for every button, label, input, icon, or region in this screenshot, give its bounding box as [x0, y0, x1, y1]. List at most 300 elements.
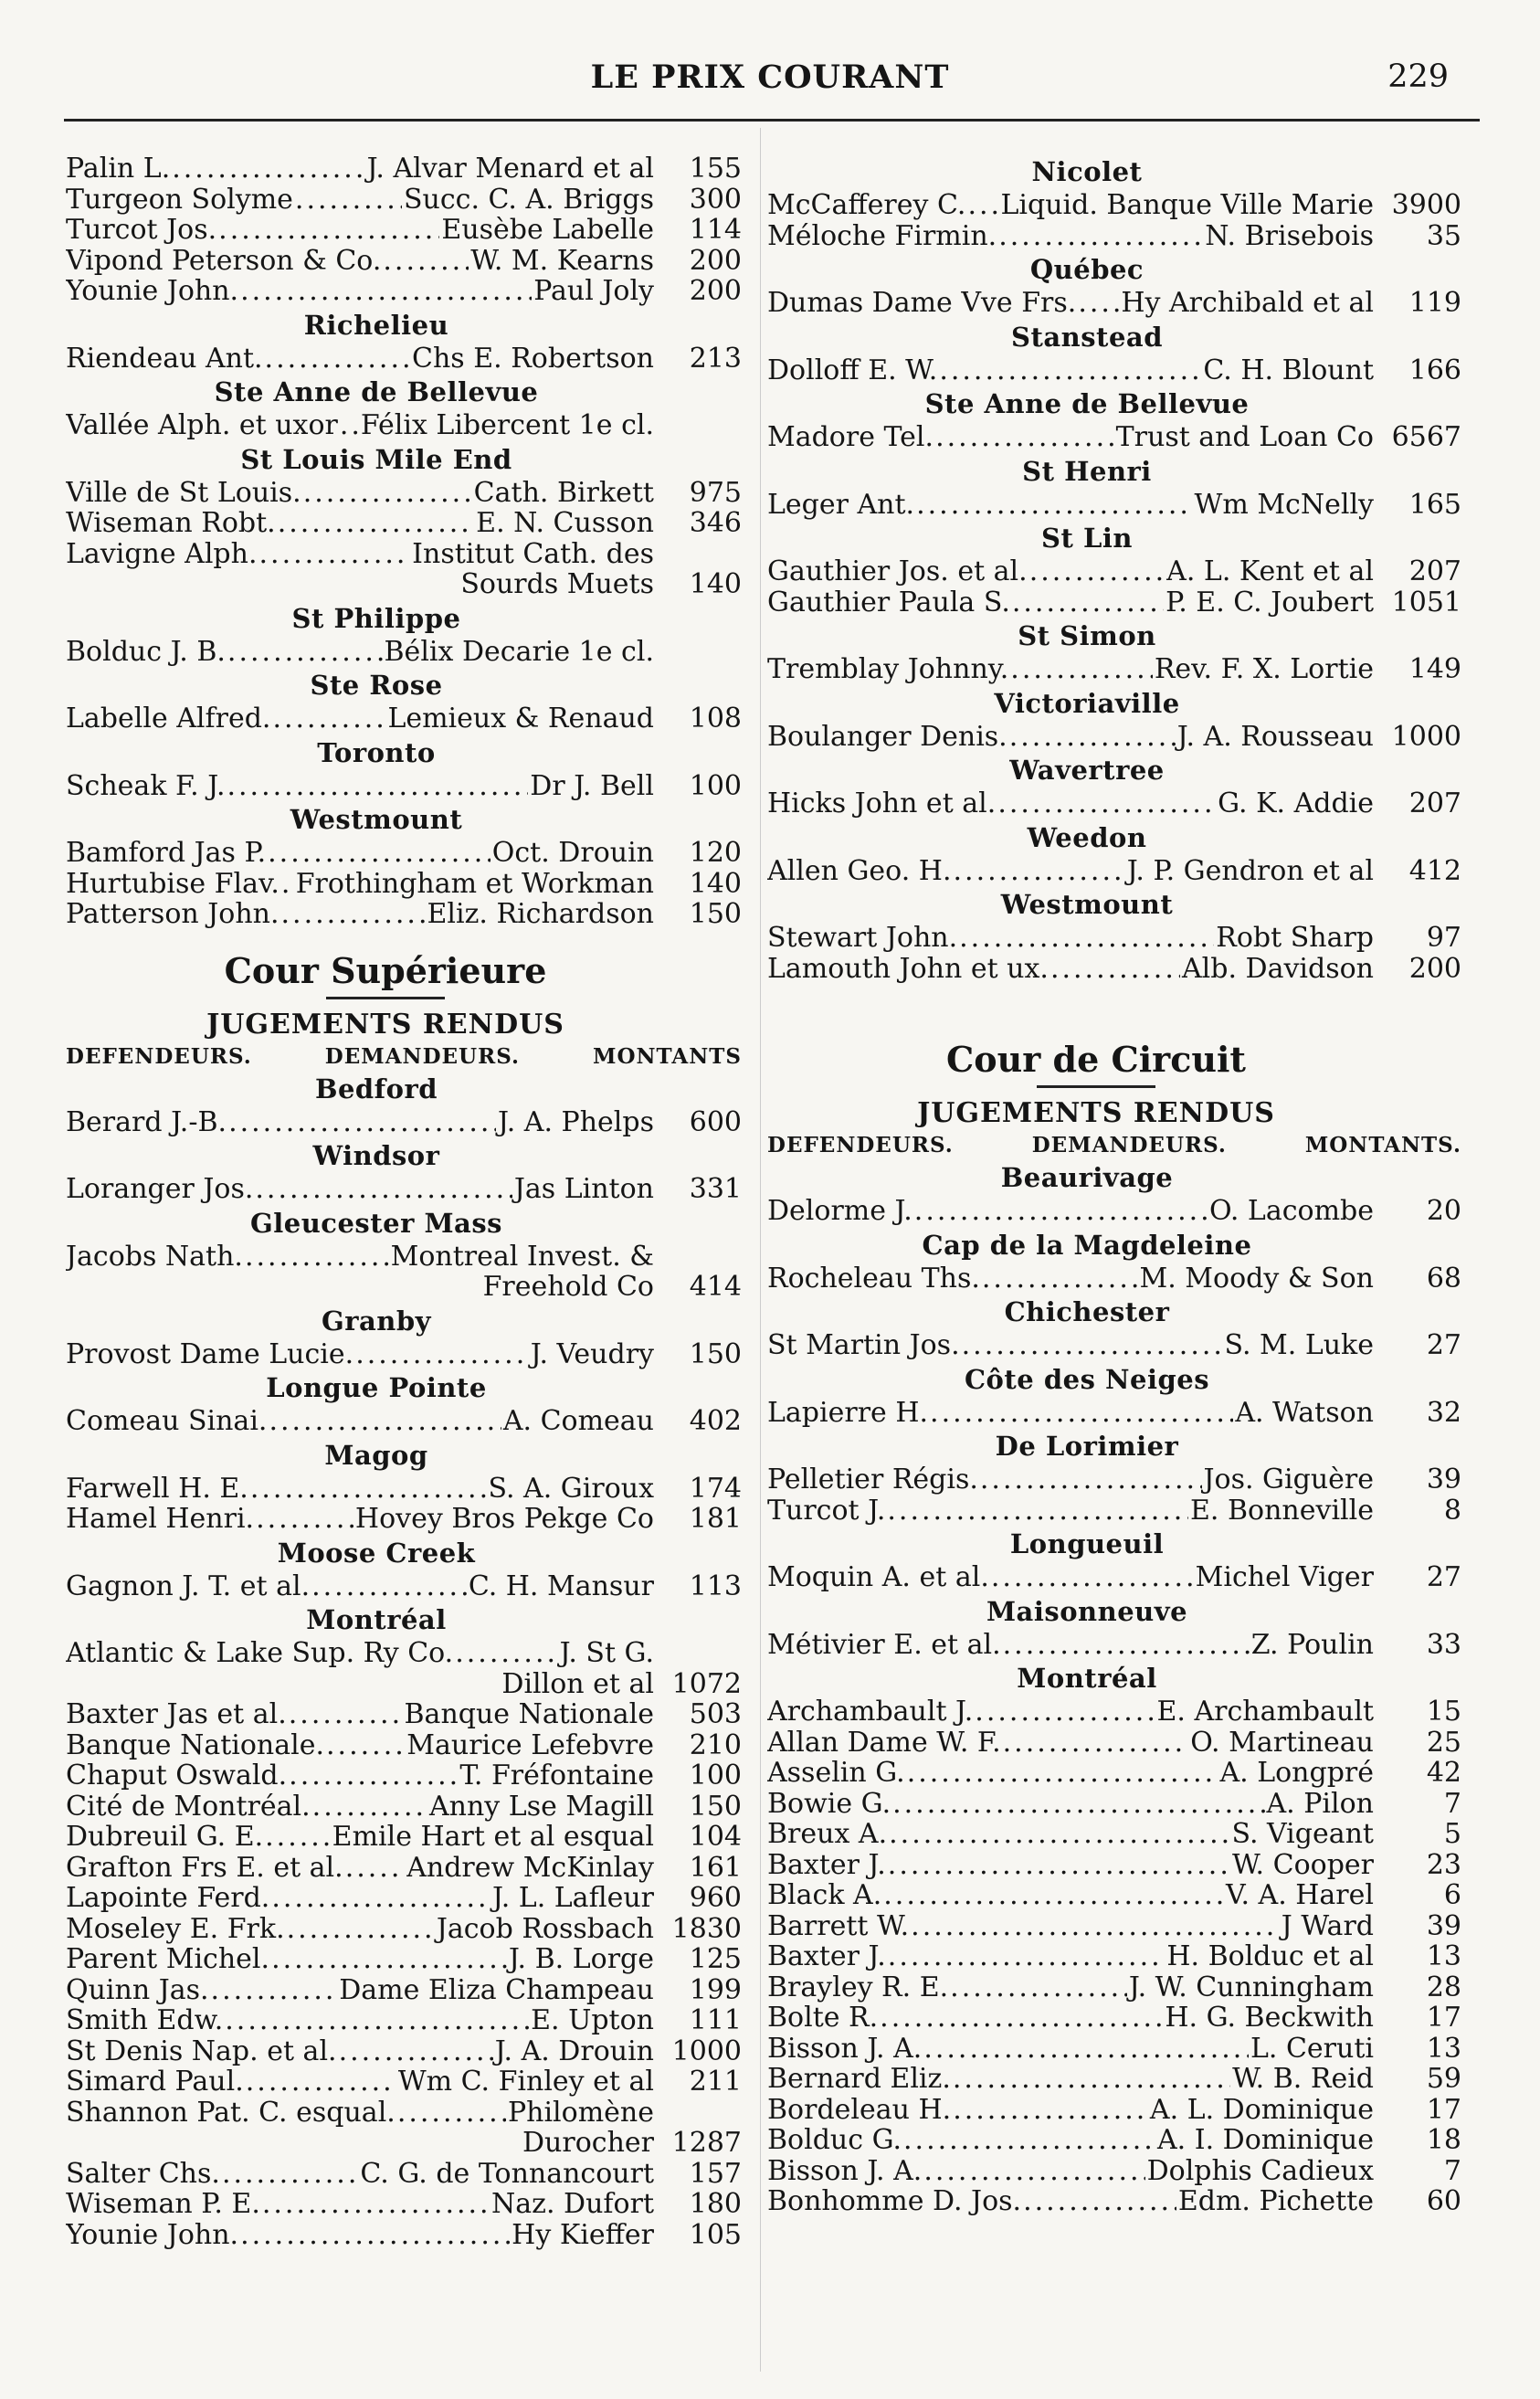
entry-body: [767, 856, 1374, 887]
dot-leader: [954, 856, 1125, 887]
dot-leader: [278, 508, 474, 539]
amount: 211: [689, 2066, 742, 2098]
cour-superieure-title: Cour Supérieure: [224, 949, 547, 991]
judgment-entry: [767, 1263, 1461, 1295]
judgment-entry: [767, 1941, 1461, 1972]
plaintiff: S. M. Luke: [1224, 1330, 1374, 1361]
defendant: Scheak F. J.: [66, 770, 226, 801]
entry-body: [66, 2159, 654, 2190]
plaintiff-continued: Dillon et al: [501, 1667, 654, 1700]
amount: 1830: [671, 1912, 742, 1945]
defendant: Grafton Frs E. et al.: [66, 1852, 343, 1883]
amount: 207: [1408, 555, 1461, 587]
defendant: Parent Michel.: [66, 1944, 270, 1975]
entry-body: [767, 722, 1374, 753]
amount: 39: [1426, 1464, 1461, 1495]
dot-leader: [1023, 2186, 1176, 2217]
place-heading: Beaurivage: [1000, 1162, 1174, 1193]
plaintiff: Lemieux & Renaud: [387, 703, 654, 734]
header-rule: [64, 119, 1480, 122]
judgment-entry: [767, 1819, 1461, 1850]
amount: 39: [1426, 1909, 1461, 1942]
entry-body: [66, 899, 654, 930]
dot-leader: [228, 1107, 496, 1138]
defendant: Cité de Montréal.: [66, 1791, 311, 1822]
judgment-entry: [66, 1760, 742, 1791]
dot-leader: [397, 2098, 506, 2129]
defendant: Bisson J. A.: [767, 2155, 923, 2186]
dot-leader: [225, 2005, 529, 2036]
place-heading: St Henri: [1022, 455, 1152, 487]
judgment-entry: [767, 556, 1461, 587]
place-heading: Longue Pointe: [266, 1372, 487, 1403]
amount: 18: [1426, 2124, 1461, 2156]
entry-body: [66, 1474, 654, 1505]
defendant: Breux A.: [767, 1819, 888, 1850]
defendant: Bordeleau H.: [767, 2094, 952, 2125]
amount: 17: [1426, 2093, 1461, 2126]
defendant: Brayley R. E.: [767, 1971, 949, 2003]
dot-leader: [887, 1495, 1188, 1527]
defendant: Dubreuil G. E.: [66, 1822, 264, 1853]
amount: 199: [689, 1973, 742, 2006]
judgment-entry: [66, 771, 742, 802]
amount: 157: [689, 2157, 742, 2190]
plaintiff: C. H. Mansur: [468, 1570, 654, 1601]
dot-leader: [1012, 587, 1164, 618]
plaintiff: N. Brisebois: [1205, 220, 1374, 251]
entry-continuation: [66, 1669, 742, 1700]
left-top-list: [66, 153, 742, 930]
col-montants: MONTANTS.: [1304, 1133, 1461, 1157]
defendant: Baxter J.: [767, 1941, 886, 1972]
amount: 346: [689, 507, 742, 539]
entry-body: [66, 276, 654, 307]
amount: 166: [1408, 354, 1461, 386]
amount: 23: [1426, 1848, 1461, 1881]
entry-body: [767, 355, 1374, 386]
amount: 200: [689, 244, 742, 277]
entry-body: [66, 1975, 654, 2006]
place-heading: Maisonneuve: [986, 1595, 1188, 1627]
defendant: Comeau Sinai.: [66, 1406, 268, 1437]
plaintiff: O. Lacombe: [1209, 1196, 1374, 1227]
entry-body: [66, 410, 654, 441]
cour-de-circuit-subtitle: JUGEMENTS RENDUS: [917, 1097, 1275, 1129]
col-montants: MONTANTS: [593, 1043, 742, 1069]
judgment-entry: [767, 923, 1461, 954]
entry-body: [767, 1941, 1374, 1972]
defendant: Smith Edw.: [66, 2005, 224, 2036]
judgment-entry: [66, 869, 742, 900]
dot-leader: [923, 2034, 1249, 2065]
entry-body: [767, 422, 1374, 453]
defendant: Delorme J.: [767, 1196, 912, 1227]
entry-body: [767, 654, 1374, 685]
entry-body: [767, 1495, 1374, 1527]
amount: 140: [689, 867, 742, 900]
dot-leader: [287, 1914, 435, 1945]
entry-body: [66, 1853, 654, 1884]
defendant: Allan Dame W. F.: [767, 1727, 1001, 1758]
amount: 174: [689, 1472, 742, 1505]
place-heading: Gleucester Mass: [249, 1207, 503, 1239]
place-heading: Granby: [321, 1305, 432, 1337]
dot-leader: [265, 343, 410, 375]
plaintiff: A. L. Dominique: [1149, 2094, 1374, 2125]
plaintiff: Anny Lse Magill: [429, 1791, 654, 1822]
section-rule: [326, 997, 445, 999]
dot-leader: [1078, 288, 1119, 319]
dot-leader: [980, 1464, 1202, 1495]
place-heading: Côte des Neiges: [964, 1363, 1210, 1395]
plaintiff-continued: Durocher: [522, 2127, 654, 2159]
dot-leader: [975, 1696, 1155, 1728]
defendant: Younie John.: [66, 276, 239, 307]
judgment-entry: [66, 1638, 742, 1669]
left-section-list: [66, 1071, 742, 2251]
judgment-entry: [767, 288, 1461, 319]
plaintiff: J. A. Rousseau: [1176, 721, 1374, 752]
amount: 213: [689, 342, 742, 375]
defendant: Bamford Jas P.: [66, 838, 267, 869]
judgment-entry: [66, 539, 742, 570]
dot-leader: [880, 2003, 1163, 2034]
amount: 114: [689, 214, 742, 246]
cour-superieure-column-heads: [66, 1044, 742, 1069]
defendant: Labelle Alfred.: [66, 703, 271, 734]
defendant: Madore Tel.: [767, 422, 934, 453]
entry-body: [767, 1562, 1374, 1593]
place-heading: Ste Rose: [310, 670, 443, 701]
defendant: Chaput Oswald.: [66, 1760, 288, 1791]
entry-body: [767, 1850, 1374, 1881]
judgment-entry: [66, 1406, 742, 1437]
judgment-entry: [767, 2186, 1461, 2217]
defendant: Moquin A. et al.: [767, 1562, 989, 1593]
amount: 111: [689, 2004, 742, 2036]
plaintiff: Eusèbe Labelle: [441, 215, 654, 246]
dot-leader: [455, 1638, 557, 1669]
plaintiff: Emile Hart et al esqual: [332, 1822, 654, 1853]
defendant: Baxter Jas et al.: [66, 1699, 287, 1730]
dot-leader: [923, 2156, 1144, 2187]
judgment-entry: [66, 1174, 742, 1205]
entry-body: [767, 2186, 1374, 2217]
entry-body: [66, 539, 654, 570]
amount: 27: [1426, 1561, 1461, 1593]
dot-leader: [311, 1571, 467, 1602]
defendant: Dumas Dame Vve Frs.: [767, 288, 1077, 319]
judgment-entry: [66, 2189, 742, 2220]
cour-de-circuit-column-heads: [767, 1133, 1461, 1157]
plaintiff: A. L. Kent et al: [1166, 556, 1374, 587]
plaintiff: Paul Joly: [533, 276, 654, 307]
entry-body: [66, 1107, 654, 1138]
place-heading: Chichester: [1004, 1296, 1170, 1327]
plaintiff: W. M. Kearns: [470, 245, 654, 276]
amount: 97: [1426, 922, 1461, 954]
amount: 27: [1426, 1329, 1461, 1361]
defendant: Archambault J.: [767, 1696, 974, 1728]
place-heading: Ste Anne de Bellevue: [924, 388, 1250, 419]
dot-leader: [222, 2159, 358, 2190]
plaintiff: M. Moody & Son: [1139, 1263, 1374, 1294]
place-heading: Victoriaville: [994, 687, 1180, 719]
dot-leader: [211, 1975, 338, 2006]
plaintiff: T. Fréfontaine: [459, 1760, 654, 1791]
entry-body: [767, 788, 1374, 819]
defendant: Hurtubise Flav.: [66, 868, 280, 899]
dot-leader: [281, 899, 426, 930]
judgment-entry: [66, 1883, 742, 1914]
defendant: Quinn Jas.: [66, 1974, 209, 2005]
dot-leader: [982, 1263, 1138, 1295]
defendant: Turgeon Solyme: [66, 184, 293, 215]
dot-leader: [939, 355, 1201, 386]
dot-leader: [269, 1406, 501, 1437]
entry-body: [66, 1242, 654, 1273]
entry-continuation: [66, 569, 742, 600]
amount: 35: [1426, 219, 1461, 252]
judgment-entry: [66, 1571, 742, 1602]
place-heading: Windsor: [312, 1140, 440, 1171]
amount: 402: [689, 1405, 742, 1437]
entry-body: [66, 1760, 654, 1791]
entry-body: [66, 637, 654, 668]
plaintiff: Rev. F. X. Lortie: [1154, 654, 1374, 685]
entry-body: [767, 2064, 1374, 2095]
judgment-entry: [66, 1107, 742, 1138]
entry-body: [767, 1263, 1374, 1295]
plaintiff: Oct. Drouin: [491, 838, 654, 869]
dot-leader: [245, 1242, 389, 1273]
plaintiff: J. Alvar Menard et al: [366, 153, 654, 185]
entry-body: [66, 185, 654, 216]
judgment-entry: [767, 355, 1461, 386]
judgment-entry: [66, 2036, 742, 2067]
place-heading: Longueuil: [1009, 1528, 1165, 1559]
entry-body: [767, 2125, 1374, 2156]
amount: 15: [1426, 1696, 1461, 1728]
entry-body: [66, 1944, 654, 1975]
dot-leader: [326, 1730, 405, 1761]
plaintiff: Robt Sharp: [1216, 923, 1374, 954]
dot-leader: [312, 1791, 427, 1823]
plaintiff: Hy Archibald et al: [1121, 288, 1374, 319]
defendant: Atlantic & Lake Sup. Ry Co.: [66, 1638, 454, 1669]
amount: 13: [1426, 1940, 1461, 1972]
amount: 5: [1443, 1818, 1461, 1850]
judgment-entry: [66, 1699, 742, 1730]
place-heading: Ste Anne de Bellevue: [214, 376, 539, 407]
judgment-entry: [767, 1330, 1461, 1361]
defendant: Loranger Jos.: [66, 1174, 254, 1205]
judgment-entry: [767, 856, 1461, 887]
entry-body: [66, 478, 654, 509]
dot-leader: [930, 1398, 1233, 1429]
entry-body: [66, 343, 654, 375]
dot-leader: [967, 190, 998, 221]
entry-body: [66, 1730, 654, 1761]
entry-body: [66, 508, 654, 539]
defendant: Bolduc G.: [767, 2125, 902, 2156]
judgment-entry: [767, 1495, 1461, 1527]
judgment-entry: [66, 2159, 742, 2190]
dot-leader: [250, 1474, 487, 1505]
defendant: Rocheleau Ths.: [767, 1263, 980, 1294]
right-section-list: [767, 1159, 1461, 2217]
section-rule: [1037, 1085, 1155, 1088]
entry-body: [66, 1571, 654, 1602]
dot-leader: [272, 703, 385, 734]
place-heading: Stanstead: [1011, 321, 1163, 353]
defendant: Gagnon J. T. et al.: [66, 1570, 311, 1601]
entry-body: [66, 1791, 654, 1823]
plaintiff: Philomène: [507, 2097, 654, 2128]
judgment-entry: [66, 343, 742, 375]
place-heading: Montréal: [306, 1604, 447, 1635]
entry-body: [66, 1638, 654, 1669]
entry-body: [767, 1728, 1374, 1759]
dot-leader: [959, 923, 1214, 954]
dot-leader: [997, 788, 1216, 819]
plaintiff: Succ. C. A. Briggs: [403, 184, 654, 215]
dot-leader: [911, 1911, 1280, 1942]
entry-body: [767, 1758, 1374, 1789]
judgment-entry: [767, 954, 1461, 985]
place-heading: Magog: [324, 1439, 428, 1471]
defendant: Ville de St Louis.: [66, 477, 301, 508]
judgment-entry: [66, 276, 742, 307]
amount: 32: [1426, 1396, 1461, 1429]
entry-body: [767, 923, 1374, 954]
judgment-entry: [66, 1791, 742, 1823]
defendant: Moseley E. Frk.: [66, 1913, 285, 1944]
plaintiff: P. E. C. Joubert: [1166, 587, 1374, 618]
entry-body: [66, 1883, 654, 1914]
judgment-entry: [66, 185, 742, 216]
amount: 125: [689, 1943, 742, 1975]
place-heading: Westmount: [1000, 889, 1174, 920]
dot-leader: [227, 637, 383, 668]
plaintiff: Jos. Giguère: [1203, 1464, 1374, 1495]
defendant: Barrett W.: [767, 1910, 910, 1941]
judgment-entry: [767, 2095, 1461, 2126]
plaintiff: Montreal Invest. &: [390, 1241, 654, 1272]
defendant: Berard J.-B.: [66, 1106, 227, 1137]
judgment-entry: [66, 1730, 742, 1761]
judgment-entry: [66, 1822, 742, 1853]
plaintiff: Jas Linton: [513, 1174, 654, 1205]
place-heading: Nicolet: [1031, 156, 1143, 187]
plaintiff: J. St G.: [559, 1638, 654, 1669]
plaintiff: Naz. Dufort: [491, 2189, 654, 2220]
dot-leader: [953, 2064, 1230, 2095]
plaintiff: Alb. Davidson: [1182, 953, 1374, 984]
dot-leader: [1050, 954, 1180, 985]
amount: 1287: [671, 2127, 742, 2159]
plaintiff: J. L. Lafleur: [492, 1883, 654, 1914]
place-heading: Bedford: [314, 1073, 438, 1104]
plaintiff: Eliz. Richardson: [427, 899, 654, 930]
defendant: St Martin Jos.: [767, 1330, 960, 1361]
judgment-entry: [767, 722, 1461, 753]
amount: 1051: [1391, 586, 1461, 618]
plaintiff: J. A. Phelps: [498, 1106, 654, 1137]
defendant: Jacobs Nath.: [66, 1241, 243, 1272]
amount: 165: [1408, 488, 1461, 521]
plaintiff: Hy Kieffer: [512, 2219, 654, 2250]
dot-leader: [259, 539, 411, 570]
plaintiff: A. Longpré: [1219, 1758, 1374, 1789]
dot-leader: [271, 1944, 507, 1975]
judgment-entry: [66, 246, 742, 277]
plaintiff: Bélix Decarie 1e cl.: [384, 636, 654, 667]
dot-leader: [240, 2220, 510, 2251]
entry-body: [767, 1880, 1374, 1911]
amount: 59: [1426, 2063, 1461, 2095]
right-column: [767, 153, 1461, 2217]
plaintiff: Frothingham et Workman: [295, 868, 654, 899]
judgment-entry: [66, 1914, 742, 1945]
place-heading: St Lin: [1041, 523, 1133, 554]
amount: 331: [689, 1173, 742, 1205]
dot-leader: [240, 276, 532, 307]
dot-leader: [218, 215, 439, 246]
defendant: Bolte R.: [767, 2003, 879, 2034]
defendant: Hicks John et al.: [767, 788, 997, 819]
judgment-entry: [767, 654, 1461, 685]
place-heading: Richelieu: [303, 309, 449, 341]
defendant: St Denis Nap. et al.: [66, 2035, 337, 2066]
judgment-entry: [66, 637, 742, 668]
amount: 150: [689, 1337, 742, 1370]
amount: 104: [689, 1821, 742, 1853]
plaintiff: Wm McNelly: [1194, 489, 1374, 520]
entry-body: [767, 1464, 1374, 1495]
entry-body: [66, 153, 654, 185]
entry-body: [767, 2156, 1374, 2187]
defendant: Métivier E. et al.: [767, 1629, 1001, 1660]
defendant: Bowie G.: [767, 1788, 891, 1819]
amount: 100: [689, 1760, 742, 1791]
judgment-entry: [66, 1944, 742, 1975]
plaintiff: Jacob Rossbach: [436, 1913, 654, 1944]
defendant: Baxter J.: [767, 1849, 886, 1880]
dot-leader: [345, 1853, 406, 1884]
judgment-entry: [66, 1339, 742, 1370]
plaintiff: G. K. Addie: [1218, 788, 1374, 819]
plaintiff: Félix Libercent 1e cl.: [360, 410, 654, 441]
entry-body: [66, 1406, 654, 1437]
plaintiff: A. Watson: [1235, 1397, 1374, 1428]
plaintiff: E. Archambault: [1156, 1696, 1374, 1728]
entry-body: [66, 771, 654, 802]
amount: 100: [689, 769, 742, 802]
amount: 300: [689, 183, 742, 216]
plaintiff: A. I. Dominique: [1156, 2125, 1374, 2156]
place-heading: De Lorimier: [995, 1431, 1179, 1462]
amount: 3900: [1391, 189, 1461, 221]
defendant: Salter Chs.: [66, 2158, 220, 2189]
left-column: [66, 153, 742, 2250]
judgment-entry: [767, 1758, 1461, 1789]
col-defendeurs: DEFENDEURS.: [767, 1133, 954, 1157]
judgment-entry: [767, 1789, 1461, 1820]
judgment-entry: [66, 153, 742, 185]
judgment-entry: [66, 1242, 742, 1273]
